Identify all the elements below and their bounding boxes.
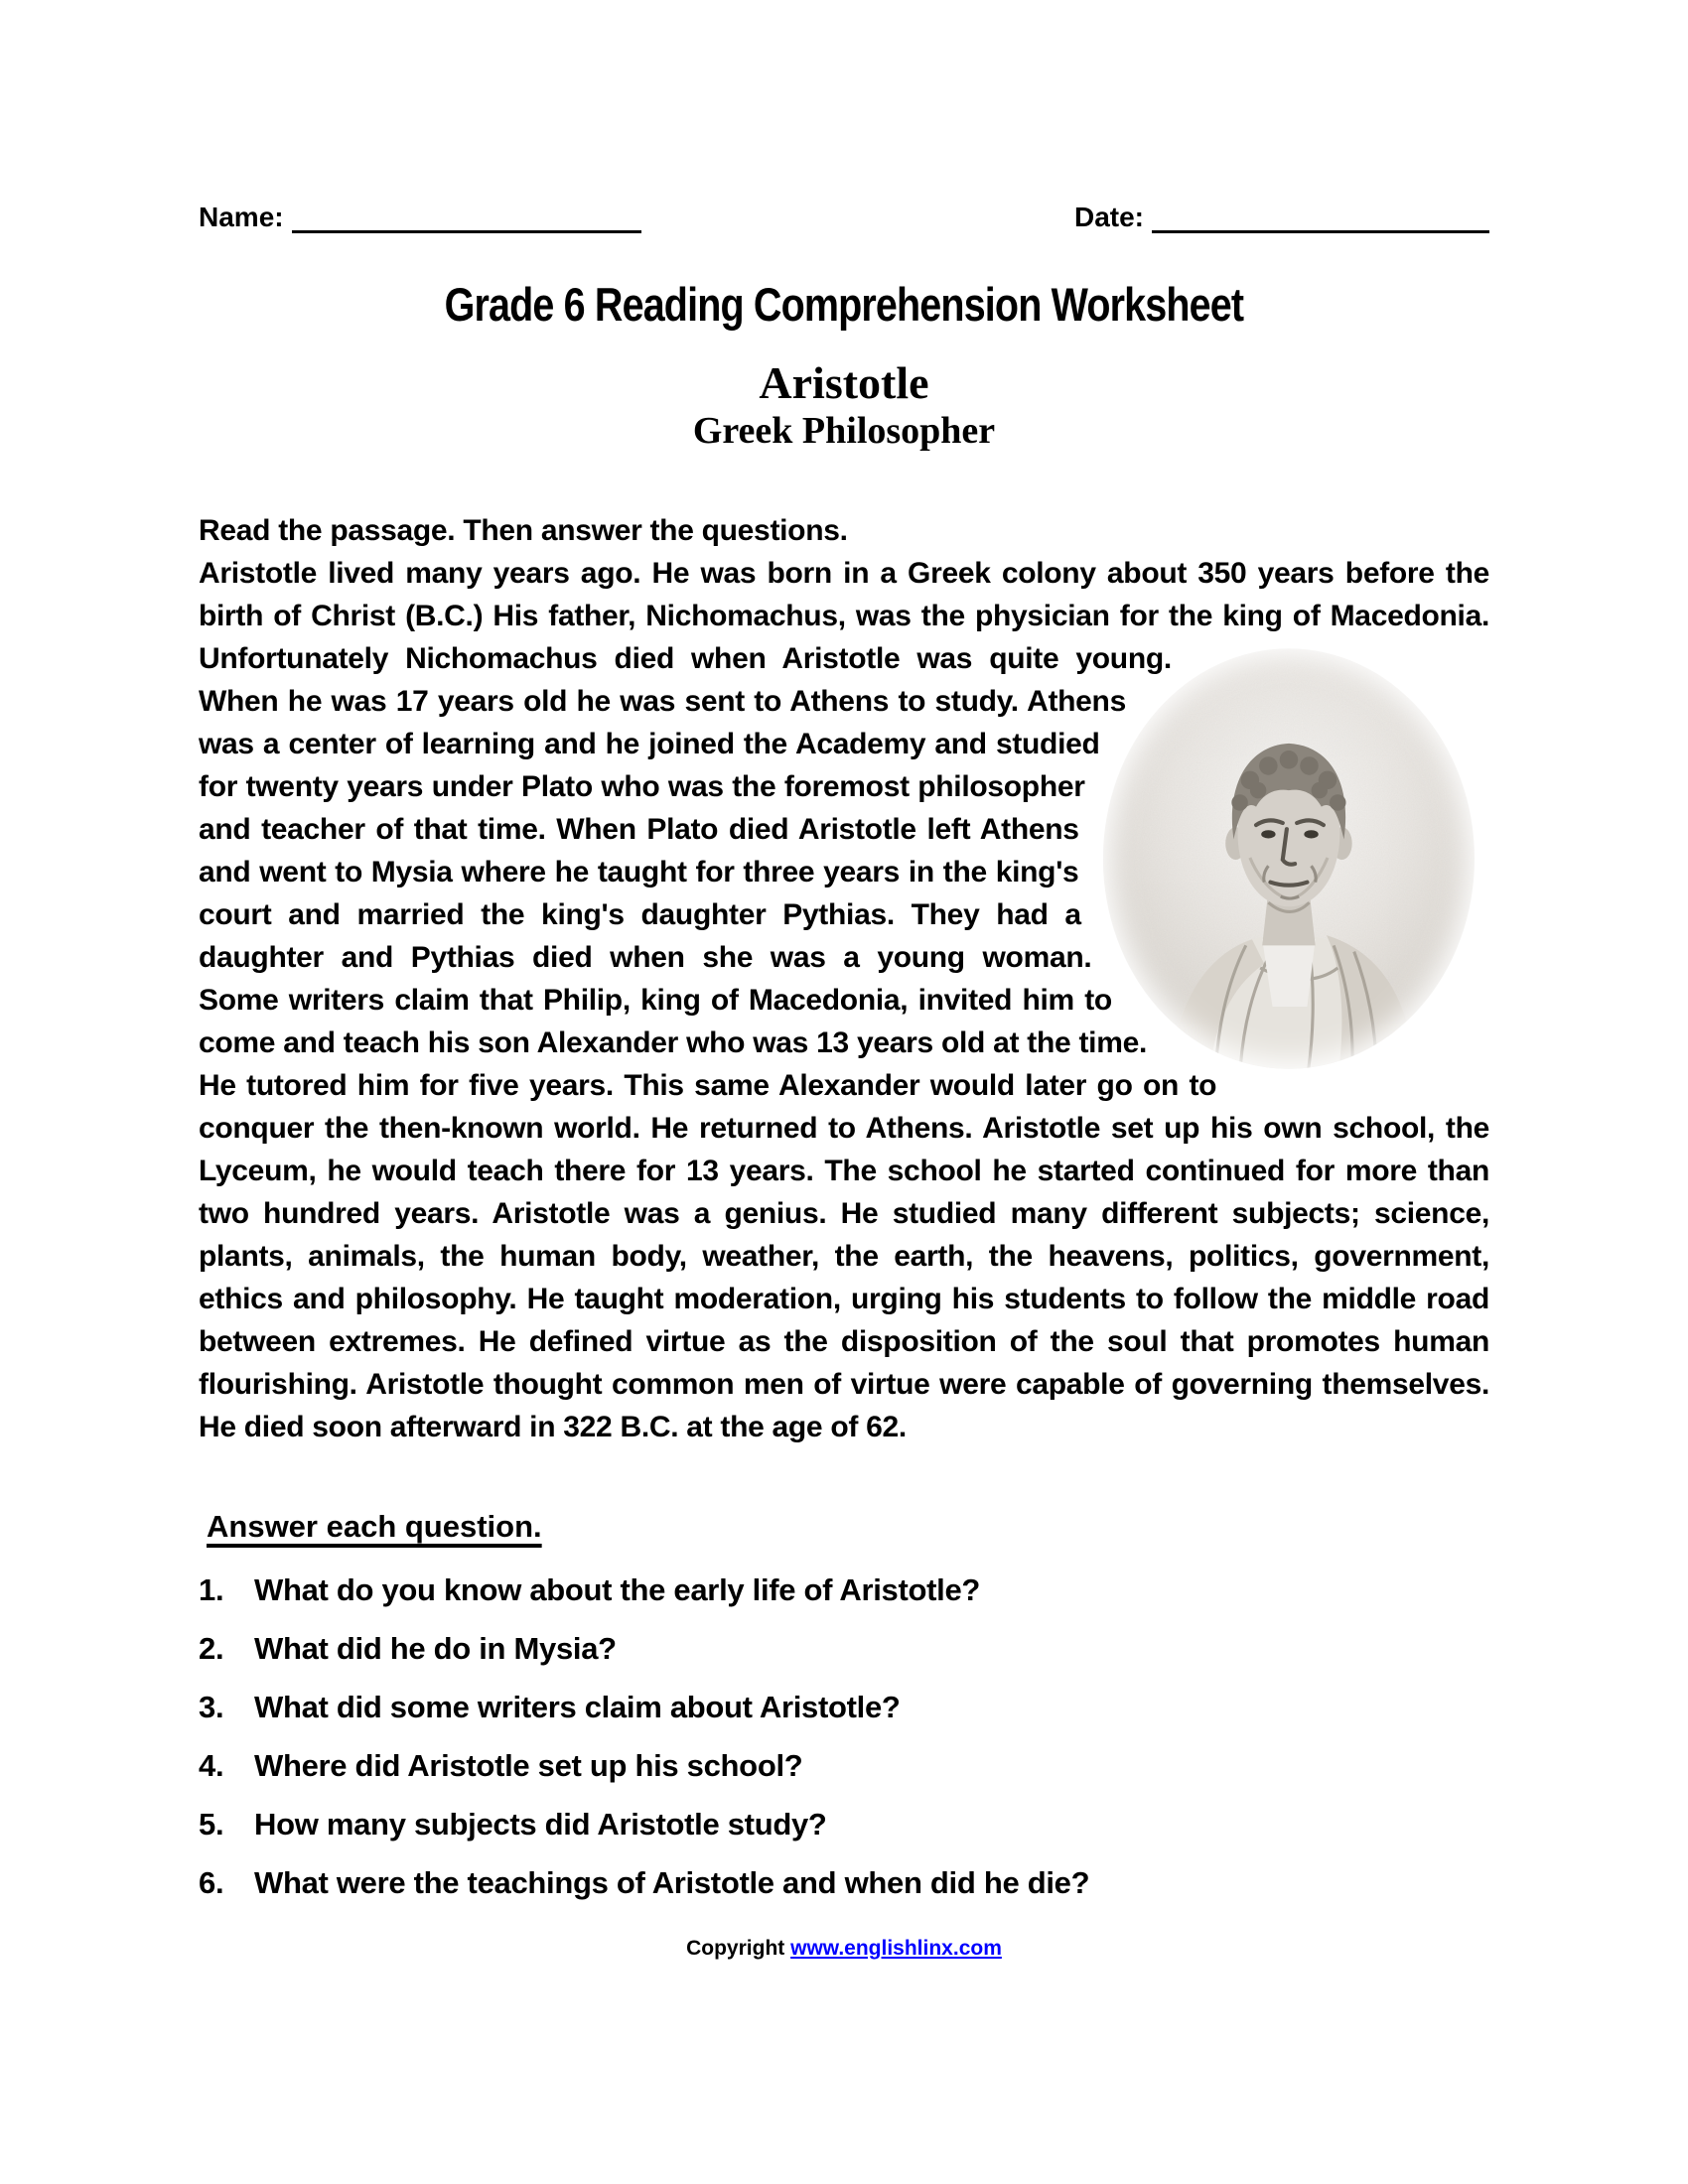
- question-row-5: [199, 1795, 1489, 1853]
- question-text: How many subjects did Aristotle study?: [254, 1807, 827, 1843]
- passage-instructions: Read the passage. Then answer the questions.: [199, 513, 848, 547]
- question-text: Where did Aristotle set up his school?: [254, 1748, 803, 1784]
- question-row-6: [199, 1853, 1489, 1912]
- question-text: What do you know about the early life of Aristotle?: [254, 1572, 981, 1608]
- copyright-label: Copyright: [686, 1937, 785, 1961]
- subject-subtitle: Greek Philosopher: [692, 410, 996, 453]
- englishlinx-link[interactable]: www.englishlinx.com: [790, 1937, 1002, 1961]
- name-fill-in-line[interactable]: [292, 207, 641, 233]
- question-text: What were the teachings of Aristotle and when did he die?: [254, 1865, 1090, 1901]
- question-number: 4.: [199, 1748, 224, 1784]
- aristotle-portrait-image: [1092, 639, 1489, 1078]
- question-number: 1.: [199, 1572, 224, 1608]
- passage-text: [199, 552, 1489, 1448]
- name-label: Name:: [199, 202, 284, 232]
- question-row-1: [199, 1561, 1489, 1619]
- question-number: 6.: [199, 1865, 224, 1901]
- date-fill-in-line[interactable]: [1152, 207, 1489, 233]
- question-text: What did he do in Mysia?: [254, 1631, 617, 1667]
- worksheet-title: [199, 279, 1489, 331]
- question-number: 5.: [199, 1807, 224, 1843]
- question-row-4: [199, 1736, 1489, 1795]
- footer: [199, 1936, 1489, 1961]
- date-field: [1074, 204, 1489, 233]
- question-text: What did some writers claim about Aristotle?: [254, 1690, 901, 1725]
- aristotle-bust-engraving-icon: [1092, 639, 1489, 1078]
- question-row-3: [199, 1678, 1489, 1736]
- answer-heading: Answer each question.: [207, 1508, 542, 1544]
- header-row: [199, 0, 1489, 233]
- question-row-2: [199, 1619, 1489, 1678]
- date-label: Date:: [1073, 202, 1144, 232]
- worksheet-title-text: Grade 6 Reading Comprehension Worksheet: [444, 278, 1244, 331]
- question-number: 2.: [199, 1631, 224, 1667]
- passage-part2: the king of Macedonia. Unfortunately Nichomachus died when Aristotle was quite young. When he was 17 years old he was sent to Athens to study. Athens was a center of learning and he joined the Academy and studied for twenty years under Plato who was the foremost philosopher and teacher of that time. When Plato died Aristotle left Athens and went to Mysia where he taught for three years in the king's court and married the king's daughter Pythias. They had a daughter and Pythias died when she was a young woman. Some writers claim that Philip, king of Macedonia, invited him to come and teach his son Alexander who was 13 years old at the time. He tutored him for five years. This same Alexander would later go on to conquer the then-known world. He returned to Athens. Aristotle set up his own school, the Lyceum, he would teach there for 13 years. The school he started continued for more than two hundred years. Aristotle was a genius. He studied many different subjects; science, plants, animals, the human body, weather, the earth, the heavens, politics, government, ethics and philosophy. He taught moderation, urging his students to follow the middle road between extremes. He defined virtue as the disposition of the soul that promotes human flourishing. Aristotle thought common men of virtue were capable of governing themselves. He died soon afterward in 322 B.C. at the age of 62.: [199, 599, 1489, 1443]
- subject-title: Aristotle: [759, 356, 929, 408]
- name-field: [199, 204, 641, 233]
- question-number: 3.: [199, 1690, 224, 1725]
- question-list: [199, 1561, 1489, 1912]
- passage-part1: Aristotle lived many years ago. He was born in a Greek colony about 350 years before the birth of Christ (B.C.) His father, Nichomachus, was the physician for: [199, 556, 1489, 632]
